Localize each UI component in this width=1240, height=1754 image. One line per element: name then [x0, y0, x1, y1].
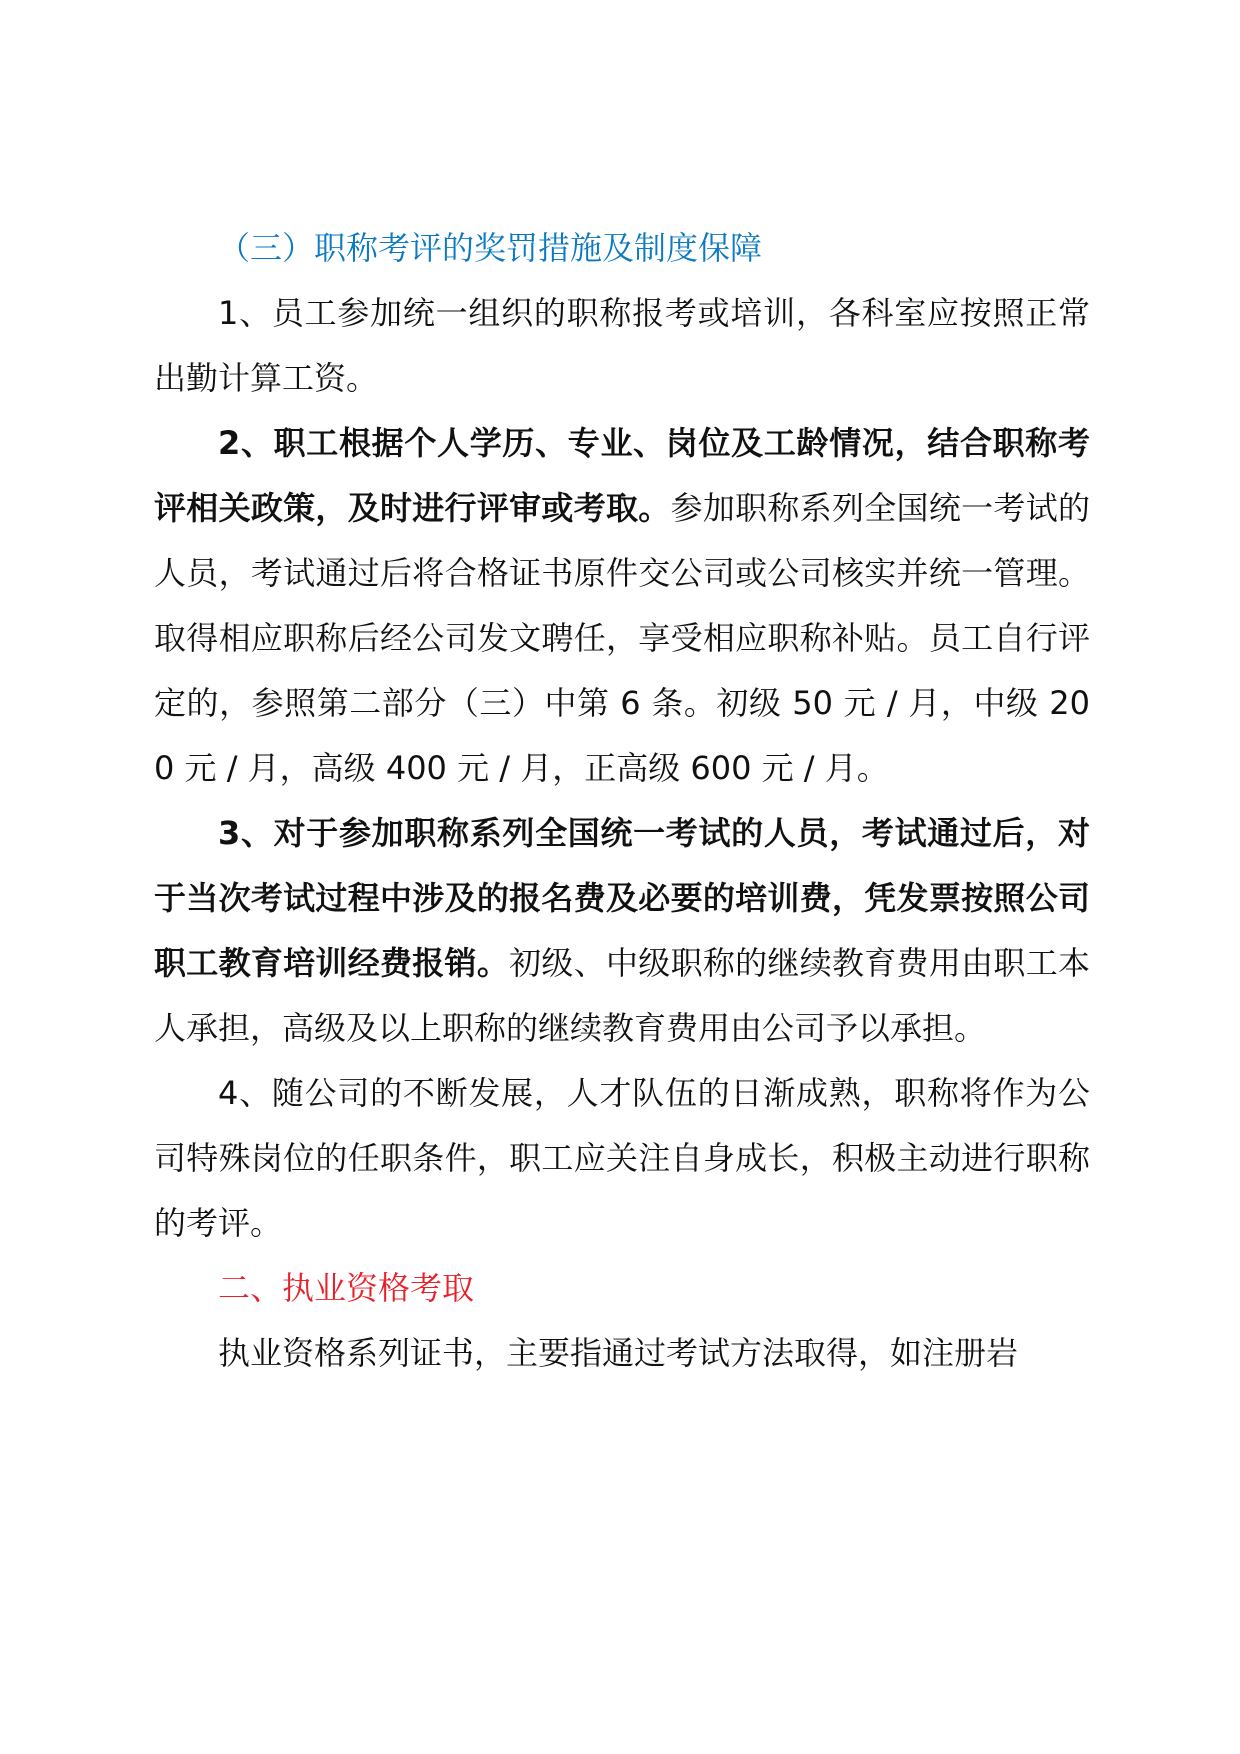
paragraph-item-1-text: 1、员工参加统一组织的职称报考或培训，各科室应按照正常出勤计算工资。	[154, 294, 1090, 397]
paragraph-item-1	[154, 281, 1090, 411]
section-heading-text: （三）职称考评的奖罚措施及制度保障	[218, 229, 763, 267]
paragraph-item-2-text: 参加职称系列全国统一考试的人员，考试通过后将合格证书原件交公司或公司核实并统一管理。取得相应职称后经公司发文聘任，享受相应职称补贴。员工自行评定的，参照第二部分（三）中第 6 条。初级 50 元 / 月，中级 200 元 / 月，高级 400 元 / 月，正高级 600 元 / 月。	[154, 489, 1090, 787]
document-body	[154, 216, 1090, 1386]
paragraph-item-4	[154, 1061, 1090, 1256]
intro-paragraph	[154, 1321, 1090, 1386]
part-heading	[154, 1256, 1090, 1321]
intro-paragraph-text: 执业资格系列证书，主要指通过考试方法取得，如注册岩	[218, 1334, 1019, 1372]
section-heading	[154, 216, 1090, 281]
paragraph-item-2-bold: 2、职工根据个人学历、专业、岗位及工龄情况，结合职称考评相关政策，及时进行评审或考取。	[154, 424, 1090, 527]
paragraph-item-4-text: 4、随公司的不断发展，人才队伍的日渐成熟，职称将作为公司特殊岗位的任职条件，职工应关注自身成长，积极主动进行职称的考评。	[154, 1074, 1090, 1242]
paragraph-item-2	[154, 411, 1090, 801]
paragraph-item-3-text: 初级、中级职称的继续教育费用由职工本人承担，高级及以上职称的继续教育费用由公司予以承担。	[154, 944, 1090, 1047]
part-heading-text: 二、执业资格考取	[218, 1269, 475, 1307]
paragraph-item-3	[154, 801, 1090, 1061]
paragraph-item-3-bold: 3、对于参加职称系列全国统一考试的人员，考试通过后，对于当次考试过程中涉及的报名费及必要的培训费，凭发票按照公司职工教育培训经费报销。	[154, 814, 1090, 982]
